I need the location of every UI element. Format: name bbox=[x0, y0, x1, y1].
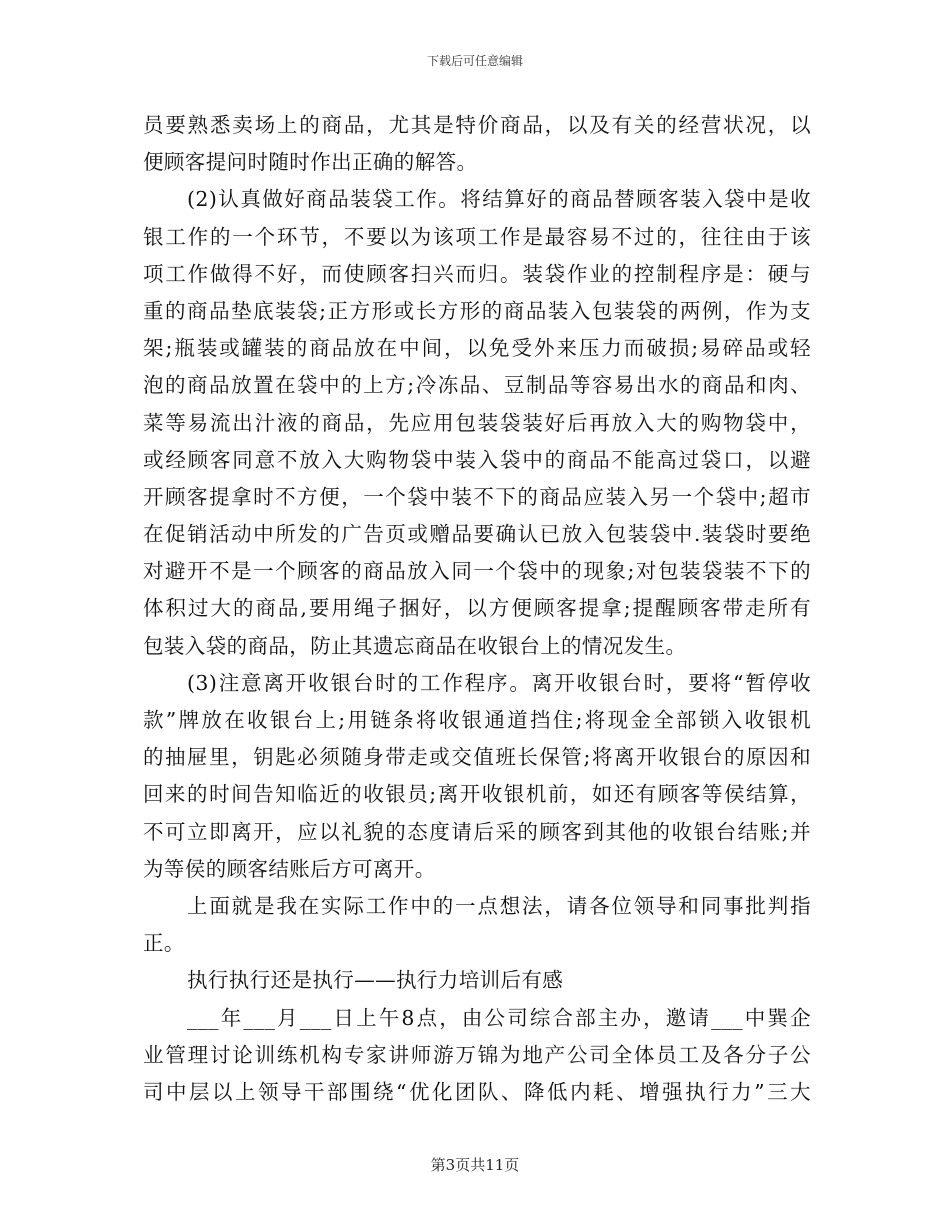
text-line: 便顾客提问时随时作出正确的解答。 bbox=[143, 150, 478, 175]
text-line: 泡的商品放置在袋中的上方;冷冻品、豆制品等容易出水的商品和肉、 bbox=[143, 373, 811, 398]
text-line: (2)认真做好商品装袋工作。将结算好的商品替顾客装入袋中是收 bbox=[187, 187, 811, 212]
text-line: 或经顾客同意不放入大购物袋中装入袋中的商品不能高过袋口，以避 bbox=[143, 447, 811, 472]
text-line: 司中层以上领导干部围绕“优化团队、降低内耗、增强执行力”三大 bbox=[143, 1079, 811, 1104]
text-line: ___年___月___日上午8点，由公司综合部主办，邀请___中巽企 bbox=[187, 1005, 811, 1030]
text-line: 在促销活动中所发的广告页或赠品要确认已放入包装袋中.装袋时要绝 bbox=[143, 522, 811, 547]
text-line: 菜等易流出汁液的商品，先应用包装袋装好后再放入大的购物袋中， bbox=[143, 410, 811, 435]
text-line: 的抽屉里，钥匙必须随身带走或交值班长保管;将离开收银台的原因和 bbox=[143, 745, 811, 770]
text-line: 回来的时间告知临近的收银员;离开收银机前，如还有顾客等侯结算， bbox=[143, 782, 811, 807]
text-line: 为等侯的顾客结账后方可离开。 bbox=[143, 856, 436, 881]
text-line: 项工作做得不好，而使顾客扫兴而归。装袋作业的控制程序是：硬与 bbox=[143, 261, 811, 286]
text-line: 架;瓶装或罐装的商品放在中间，以免受外来压力而破损;易碎品或轻 bbox=[143, 336, 811, 361]
text-line: 业管理讨论训练机构专家讲师游万锦为地产公司全体员工及各分子公 bbox=[143, 1042, 811, 1067]
text-line: 员要熟悉卖场上的商品，尤其是特价商品，以及有关的经营状况，以 bbox=[143, 113, 811, 137]
text-line: (3)注意离开收银台时的工作程序。离开收银台时，要将“暂停收 bbox=[187, 670, 811, 695]
page-number: 第3页共11页 bbox=[430, 1156, 520, 1174]
text-line: 体积过大的商品,要用绳子捆好，以方便顾客提拿;提醒顾客带走所有 bbox=[143, 596, 811, 621]
text-line: 重的商品垫底装袋;正方形或长方形的商品装入包装袋的两例，作为支 bbox=[143, 298, 811, 323]
text-line: 执行执行还是执行——执行力培训后有感 bbox=[187, 968, 564, 993]
text-line: 包装入袋的商品，防止其遗忘商品在收银台上的情况发生。 bbox=[143, 633, 687, 658]
text-line: 银工作的一个环节，不要以为该项工作是最容易不过的，往往由于该 bbox=[143, 224, 811, 249]
text-line: 开顾客提拿时不方便，一个袋中装不下的商品应装入另一个袋中;超市 bbox=[143, 484, 811, 509]
page-header: 下载后可任意编辑 bbox=[426, 54, 523, 68]
text-line: 不可立即离开，应以礼貌的态度请后采的顾客到其他的收银台结账;并 bbox=[143, 819, 811, 844]
text-line: 款”牌放在收银台上;用链条将收银通道挡住;将现金全部锁入收银机 bbox=[143, 708, 811, 732]
text-line: 上面就是我在实际工作中的一点想法，请各位领导和同事批判指 bbox=[187, 893, 811, 918]
text-line: 对避开不是一个顾客的商品放入同一个袋中的现象;对包装袋装不下的 bbox=[143, 559, 811, 584]
document-body bbox=[143, 107, 811, 1111]
text-line: 正。 bbox=[143, 931, 185, 956]
